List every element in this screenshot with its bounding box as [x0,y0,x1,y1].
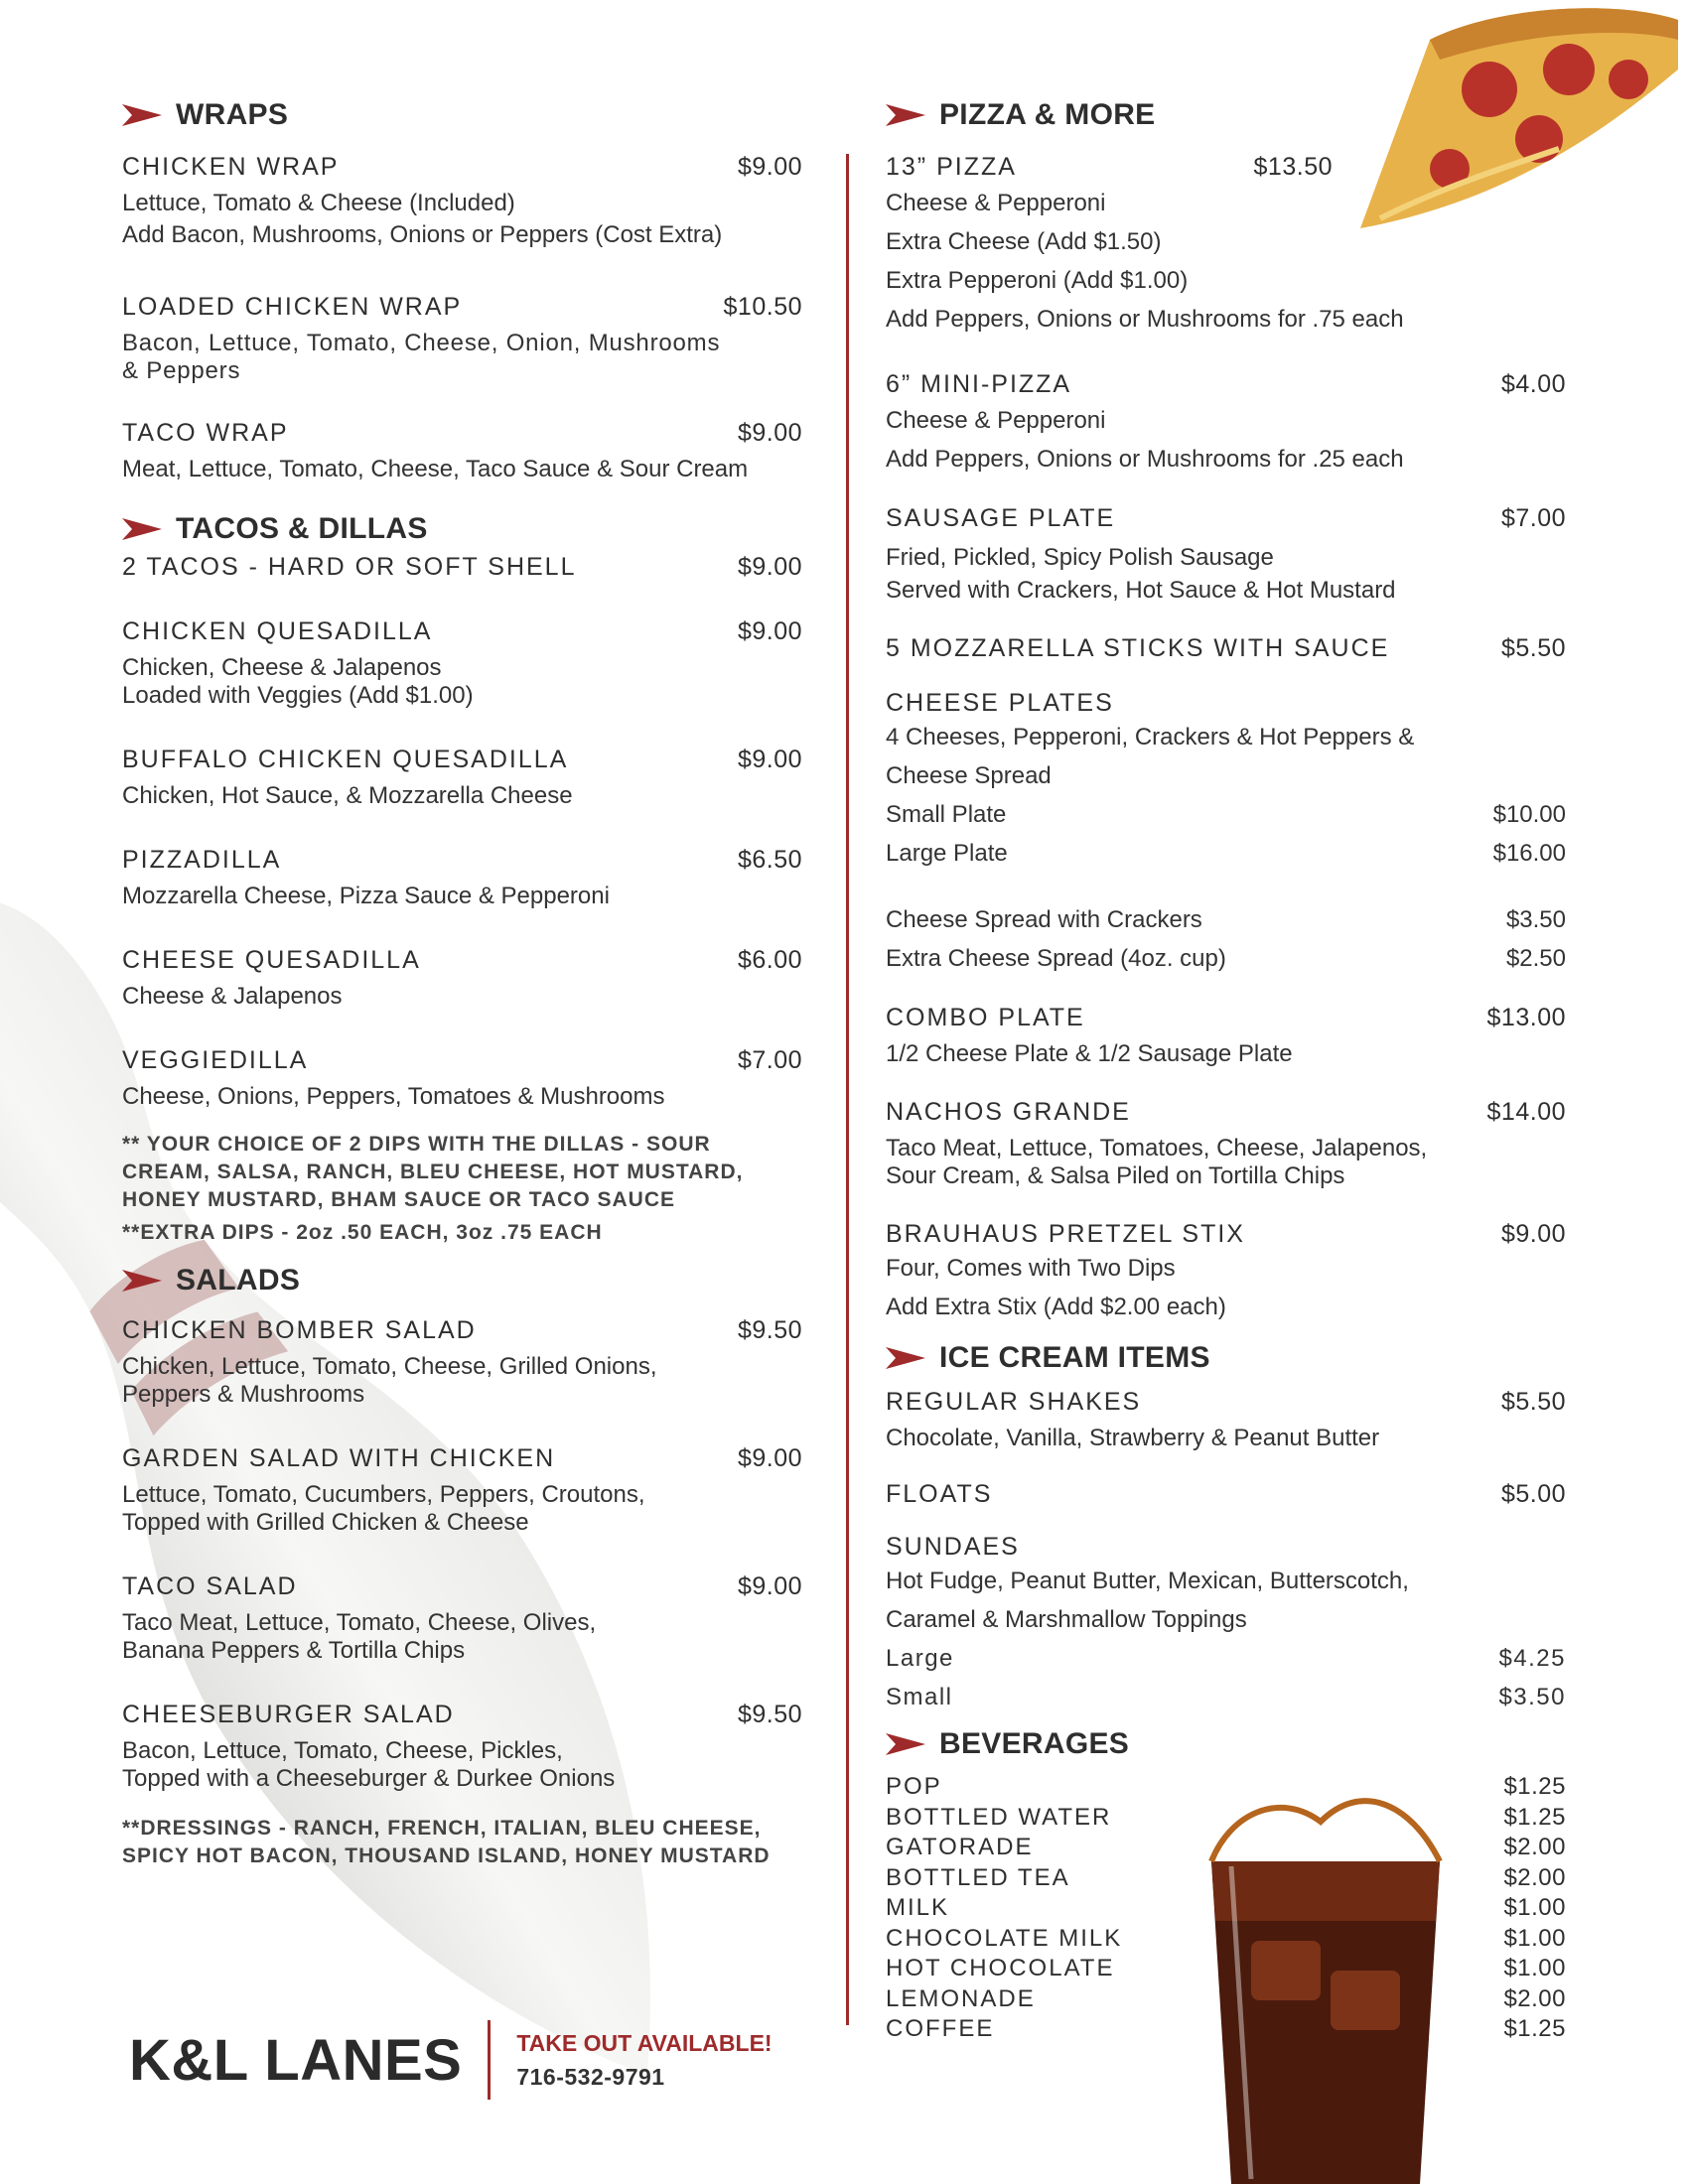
item-name: BUFFALO CHICKEN QUESADILLA [122,746,569,773]
item-price: $10.50 [723,293,802,321]
item-name: NACHOS GRANDE [886,1098,1131,1126]
item-name: 5 MOZZARELLA STICKS WITH SAUCE [886,634,1390,662]
item-price: $13.00 [1486,1004,1566,1031]
item-desc-line: Cheese Spread [886,762,1052,789]
item-name: 6” MINI-PIZZA [886,370,1072,398]
item-name: CHICKEN QUESADILLA [122,617,433,645]
item-desc-line: Bacon, Lettuce, Tomato, Cheese, Onion, Mushrooms [122,330,721,356]
item-name: TACO SALAD [122,1572,298,1600]
item-price: $9.00 [1500,1220,1566,1248]
item-desc-line: Sour Cream, & Salsa Piled on Tortilla Chips [886,1162,1345,1189]
item-desc-line: Four, Comes with Two Dips [886,1255,1176,1282]
item-desc-line: Add Peppers, Onions or Mushrooms for .25 each [886,446,1404,473]
beverage-row: BOTTLED TEA $2.00 [886,1863,1566,1891]
item-desc-line: Mozzarella Cheese, Pizza Sauce & Pepperoni [122,883,610,909]
menu-item [886,1004,1566,1068]
item-desc-line: Loaded with Veggies (Add $1.00) [122,682,474,709]
item-price: $9.00 [737,746,802,773]
item-price: $6.00 [737,946,802,974]
item-name: FLOATS [886,1480,993,1508]
section-title-wraps: WRAPS [122,91,802,139]
item-price: $9.00 [737,1444,802,1472]
item-name: SAUSAGE PLATE [886,504,1116,532]
item-name: 2 TACOS - HARD OR SOFT SHELL [122,553,577,581]
menu-item [886,1388,1566,1452]
option-row: Cheese Spread with Crackers $3.50 [886,906,1566,933]
item-name: TACO WRAP [122,419,289,447]
item-desc-line: Served with Crackers, Hot Sauce & Hot Mustard [886,577,1396,604]
menu-item [886,1480,1566,1509]
menu-item [122,1572,802,1665]
dressings-note: **DRESSINGS - RANCH, FRENCH, ITALIAN, BLEU CHEESE, SPICY HOT BACON, THOUSAND ISLAND, HONEY MUSTARD [122,1817,771,1867]
menu-item [886,370,1566,478]
item-desc-line: & Peppers [122,357,241,384]
item-name: CHEESEBURGER SALAD [122,1701,455,1728]
item-desc-line: Fried, Pickled, Spicy Polish Sausage [886,544,1274,571]
menu-item [122,846,802,910]
option-row: Large Plate $16.00 [886,840,1566,867]
item-desc-line: Lettuce, Tomato, Cucumbers, Peppers, Croutons, [122,1481,645,1508]
menu-item [122,746,802,810]
footer [129,2020,773,2100]
item-desc-line: Chocolate, Vanilla, Strawberry & Peanut Butter [886,1425,1380,1451]
item-price: $14.00 [1486,1098,1566,1126]
menu-item [122,1046,802,1111]
red-arrow-icon [122,104,162,126]
menu-item [122,1701,802,1793]
beverage-row: BOTTLED WATER $1.25 [886,1803,1566,1831]
item-desc-line: Chicken, Hot Sauce, & Mozzarella Cheese [122,782,573,809]
section-title-beverages: BEVERAGES [886,1720,1566,1768]
item-price: $9.50 [737,1701,802,1728]
item-desc-line: Meat, Lettuce, Tomato, Cheese, Taco Sauce & Sour Cream [122,456,749,482]
item-price: $9.00 [737,419,802,447]
item-desc-line: Chicken, Lettuce, Tomato, Cheese, Grilled Onions, [122,1353,657,1380]
item-price: $7.00 [737,1046,802,1074]
item-desc-line: Add Extra Stix (Add $2.00 each) [886,1294,1226,1320]
dips-note: ** YOUR CHOICE OF 2 DIPS WITH THE DILLAS - SOUR CREAM, SALSA, RANCH, BLEU CHEESE, HOT MUSTARD, HONEY MUSTARD, BHAM SAUCE OR TACO SAUCE [122,1133,744,1211]
option-row: Small $3.50 [886,1684,1566,1710]
item-desc-line: Topped with Grilled Chicken & Cheese [122,1509,529,1536]
menu-item [886,689,1566,978]
option-row: Extra Cheese Spread (4oz. cup) $2.50 [886,945,1566,972]
section-title-pizza: PIZZA & MORE [886,91,1566,139]
section-title-tacos: TACOS & DILLAS [122,505,802,553]
menu-item [886,153,1333,182]
item-name: LOADED CHICKEN WRAP [122,293,463,321]
column-divider [846,154,849,2025]
menu-item [122,617,802,710]
left-column [122,91,802,1870]
beverage-row: GATORADE $2.00 [886,1834,1566,1860]
item-price: $9.00 [737,553,802,581]
menu-item [122,153,802,249]
menu-item [122,1444,802,1537]
menu-item [122,553,802,582]
right-column [886,91,1566,2045]
item-price: $5.50 [1500,634,1566,662]
item-desc-line: Cheese & Jalapenos [122,983,343,1010]
red-arrow-icon [886,104,925,126]
brand-name: K&L LANES [129,2027,463,2093]
menu-item [122,946,802,1011]
menu-item [886,634,1566,663]
item-price: $7.00 [1500,504,1566,532]
item-desc-line: Topped with a Cheeseburger & Durkee Onions [122,1765,616,1792]
item-name: SUNDAES [886,1533,1020,1561]
pizza-desc: Cheese & Pepperoni Extra Cheese (Add $1.50) Extra Pepperoni (Add $1.00) Add Peppers, Onions or Mushrooms for .75 each [886,190,1404,333]
item-price: $9.50 [737,1316,802,1344]
item-desc-line: Bacon, Lettuce, Tomato, Cheese, Pickles, [122,1737,563,1764]
item-name: GARDEN SALAD WITH CHICKEN [122,1444,556,1472]
item-name: CHEESE PLATES [886,689,1114,717]
item-price: $4.00 [1500,370,1566,398]
item-desc-line: Banana Peppers & Tortilla Chips [122,1637,466,1664]
item-desc-line: Lettuce, Tomato & Cheese (Included) [122,190,515,216]
option-row: Small Plate $10.00 [886,801,1566,828]
section-title-ice-cream: ICE CREAM ITEMS [886,1334,1566,1382]
item-name: REGULAR SHAKES [886,1388,1142,1416]
item-price: $9.00 [737,153,802,181]
item-desc-line: Hot Fudge, Peanut Butter, Mexican, Butterscotch, [886,1568,1409,1594]
contact-block [516,2026,772,2094]
item-price: $5.50 [1500,1388,1566,1416]
item-desc-line: 1/2 Cheese Plate & 1/2 Sausage Plate [886,1040,1293,1067]
item-desc-line: 4 Cheeses, Pepperoni, Crackers & Hot Peppers & [886,724,1415,751]
item-desc-line: Chicken, Cheese & Jalapenos [122,654,442,681]
item-price: $9.00 [737,1572,802,1600]
item-name: COMBO PLATE [886,1004,1085,1031]
menu-item [886,504,1566,607]
beverage-list [886,1772,1566,2045]
beverage-row: LEMONADE $2.00 [886,1984,1566,2012]
item-name: VEGGIEDILLA [122,1046,309,1074]
item-name: PIZZADILLA [122,846,282,874]
item-name: CHEESE QUESADILLA [122,946,421,974]
item-name: CHICKEN BOMBER SALAD [122,1316,477,1344]
menu-item [122,419,802,483]
item-desc-line: Taco Meat, Lettuce, Tomato, Cheese, Olives, [122,1609,597,1636]
extra-dips-note: **EXTRA DIPS - 2oz .50 EACH, 3oz .75 EACH [122,1221,603,1244]
menu-item [886,1220,1566,1326]
takeout-label: TAKE OUT AVAILABLE! [516,2030,773,2056]
item-price: $6.50 [737,846,802,874]
beverage-row: HOT CHOCOLATE $1.00 [886,1955,1566,1981]
menu-item [886,1533,1566,1716]
red-arrow-icon [122,1270,162,1292]
menu-item [886,1098,1566,1190]
item-desc-line: Cheese & Pepperoni [886,407,1106,434]
footer-divider [488,2020,491,2100]
item-name: BRAUHAUS PRETZEL STIX [886,1220,1245,1248]
item-desc-line: Cheese, Onions, Peppers, Tomatoes & Mushrooms [122,1083,665,1110]
red-arrow-icon [886,1347,925,1369]
beverage-row: MILK $1.00 [886,1894,1566,1921]
item-desc-line: Taco Meat, Lettuce, Tomatoes, Cheese, Jalapenos, [886,1135,1428,1161]
menu-item [122,293,802,385]
red-arrow-icon [122,518,162,540]
section-title-salads: SALADS [122,1257,802,1304]
red-arrow-icon [886,1733,925,1755]
menu-item [122,1316,802,1409]
item-desc-line: Add Bacon, Mushrooms, Onions or Peppers (Cost Extra) [122,221,723,248]
phone-number[interactable]: 716-532-9791 [516,2064,665,2090]
item-price: $9.00 [737,617,802,645]
item-name: 13” PIZZA [886,153,1017,181]
item-price: $5.00 [1500,1480,1566,1508]
beverage-row: CHOCOLATE MILK $1.00 [886,1924,1566,1952]
beverage-row: COFFEE $1.25 [886,2015,1566,2042]
beverage-row: POP $1.25 [886,1773,1566,1800]
item-desc-line: Caramel & Marshmallow Toppings [886,1606,1247,1633]
item-desc-line: Peppers & Mushrooms [122,1381,365,1408]
option-row: Large $4.25 [886,1645,1566,1672]
item-price: $13.50 [1253,153,1333,181]
item-name: CHICKEN WRAP [122,153,340,181]
